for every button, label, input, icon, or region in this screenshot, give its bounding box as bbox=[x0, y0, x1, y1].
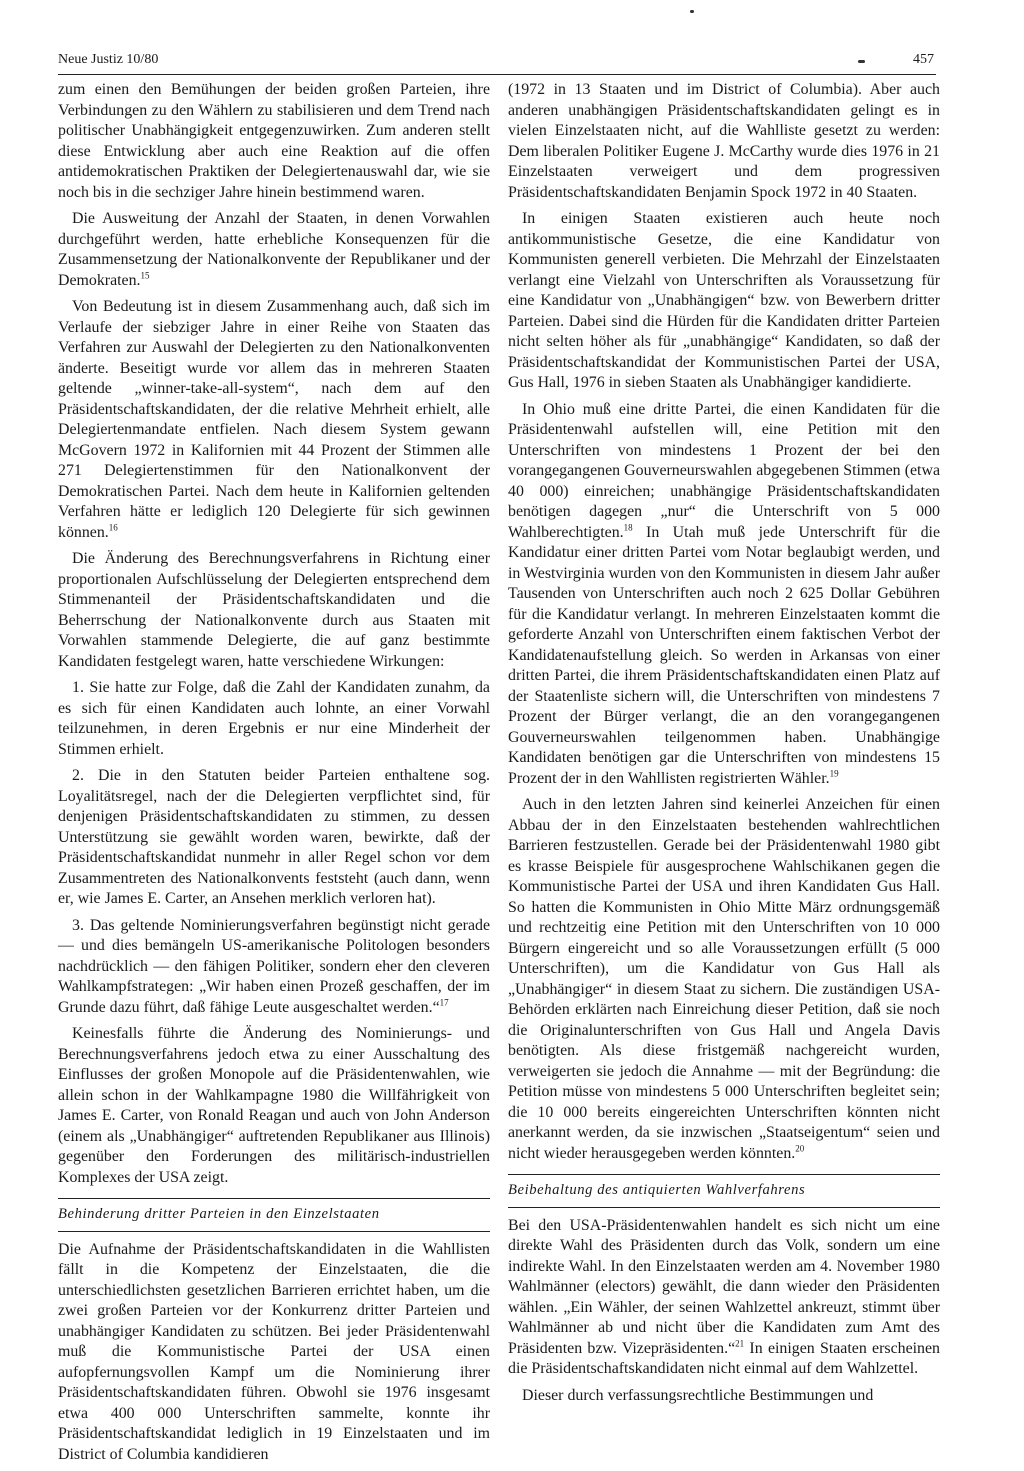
paragraph: In einigen Staaten existieren auch heute noch antikommunistische Gesetze, die eine Kandidatur von Kommunisten generell verbieten. Die Mehrzahl der Einzelstaaten verlangt eine Vielzahl von Unterschriften als Voraussetzung für eine Kandidatur von „Unabhängigen“ bzw. von Bewerbern dritter Parteien. Dabei sind die Hürden für die Kandidaten dritter Parteien nicht selten höher als für „unabhängige“ Kandidaten, so daß der Präsidentschaftskandidat der Kommunistischen Partei der USA, Gus Hall, 1976 in sieben Staaten als Unabhängiger kandidierte. bbox=[508, 210, 940, 391]
journal-reference: Neue Justiz 10/80 bbox=[58, 52, 159, 67]
footnote-ref: 18 bbox=[623, 522, 633, 533]
footnote-ref: 19 bbox=[829, 768, 839, 779]
paragraph: Keinesfalls führte die Änderung des Nominierungs- und Berechnungsverfahrens jedoch etwa zu einer Ausschaltung des Einflusses der großen Monopole auf die Präsidentenwahlen, wie allein schon in der Wahlkampagne 1980 die Willfährigkeit von James E. Carter, von Ronald Reagan und auch von John Anderson (einem als „Unabhängiger“ auftretenden Republikaner aus Illinois) gegenüber den Forderungen des militärisch-industriellen Komplexes der USA zeigt. bbox=[58, 1025, 490, 1186]
footnote-ref: 20 bbox=[795, 1143, 805, 1154]
paragraph: zum einen den Bemühungen der beiden großen Parteien, ihre Verbindungen zu den Wählern zu stabilisieren und dem Trend nach politischer Unabhängigkeit entgegenzuwirken. Zum anderen stellt diese Entwicklung aber auch eine Reaktion auf die offen antidemokratischen Praktiken der Delegiertenauswahl dar, wie sie noch bis in die sechziger Jahre hinein bestimmend waren. bbox=[58, 81, 490, 201]
paragraph: Von Bedeutung ist in diesem Zusammenhang auch, daß sich im Verlaufe der siebziger Jahre in einer Reihe von Staaten das Verfahren zur Auswahl der Delegierten zu den Nationalkonventen änderte. Beseitigt wurde vor allem das in mehreren Staaten geltende „winner-take-all-system“, nach dem auf den Präsidentschaftskandidaten, der die relative Mehrheit erhielt, alle Delegiertenmandate entfielen. Nach diesem System gewann McGovern 1972 in Kalifornien mit 44 Prozent der Stimmen alle 271 Delegiertenstimmen für den Nationalkonvent der Demokratischen Partei. Nach dem heute in Kalifornien geltenden Verfahren hätte er lediglich 120 Delegierte für sich gewinnen können.$^{16}$ bbox=[58, 298, 490, 541]
paragraph: Die Aufnahme der Präsidentschaftskandidaten in die Wahllisten fällt in die Kompetenz der Einzelstaaten, die die unterschiedlichsten gesetzlichen Barrieren errichtet haben, um die zwei großen Parteien vor der Konkurrenz dritter Parteien und unabhängiger Kandidaten zu schützen. Bei jeder Präsidentenwahl muß die Kommunistische Partei der USA einen aufopfernungsvollen Kampf um die Nominierung ihrer Präsidentschaftskandidaten führen. Obwohl sie 1976 insgesamt etwa 400 000 Unterschriften sammelte, konnte ihr Präsidentschaftskandidat lediglich in 19 Einzelstaaten und im District of Columbia kandidieren bbox=[58, 1240, 490, 1463]
list-item: 2. Die in den Statuten beider Parteien enthaltene sog. Loyalitätsregel, nach der die Delegierten verpflichtet sind, für denjenigen Präsidentschaftskandidaten zu stimmen, zu dessen Unterstützung sie gewählt worden waren, bewirkte, daß der Präsidentschaftskandidat nunmehr in aller Regel schon vor dem Zusammentreten des Nationalkonvents feststeht (auch dann, wenn er, wie James E. Carter, an Ansehen merklich verloren hat). bbox=[58, 767, 490, 907]
list-item: 1. Sie hatte zur Folge, daß die Zahl der Kandidaten zunahm, da es sich für einen Kandidaten auch lohnte, an einer Vorwahl teilzunehmen, in deren Ergebnis er nur eine Minderheit der Stimmen erhielt. bbox=[58, 679, 490, 758]
page-header bbox=[58, 52, 934, 74]
page-number: 457 bbox=[913, 52, 934, 67]
footnote-ref: 15 bbox=[140, 270, 150, 281]
footnote-ref: 17 bbox=[439, 997, 449, 1008]
header-rule bbox=[58, 74, 936, 75]
footnote-ref: 16 bbox=[108, 522, 118, 533]
paragraph: Bei den USA-Präsidentenwahlen handelt es sich nicht um eine direkte Wahl des Präsidenten durch das Volk, sondern um eine indirekte Wahl. In den Einzelstaaten werden am 4. November 1980 Wahlmänner (electors) gewählt, die dann wieder den Präsidenten wählen. „Ein Wähler, der seinen Wahlzettel ankreuzt, stimmt über Wahlmänner ab und nicht über die Kandidaten zum Amt des Präsidenten bzw. Vizepräsidenten.“$^{21}$ In einigen Staaten erscheinen die Präsidentschaftskandidaten nicht einmal auf dem Wahlzettel. bbox=[508, 1216, 940, 1377]
paragraph: Die Ausweitung der Anzahl der Staaten, in denen Vorwahlen durchgeführt werden, hatte erhebliche Konsequenzen für die Zusammensetzung der Nationalkonvente der Republikaner und der Demokraten.$^{15}$ bbox=[58, 210, 490, 289]
paragraph: Auch in den letzten Jahren sind keinerlei Anzeichen für einen Abbau der in den Einzelstaaten bestehenden wahlrechtlichen Barrieren festzustellen. Gerade bei der Präsidentenwahl 1980 gibt es krasse Beispiele für ausgesprochene Wahlschikanen gegen die Kommunistische Partei der USA und ihren Kandidaten Gus Hall. So hatten die Kommunisten in Ohio Mitte März ordnungsgemäß und rechtzeitig eine Petition mit den Unterschriften von 10 000 Bürgern eingereicht und so alle Voraussetzungen erfüllt (5 000 Unterschriften), um die Kandidatur von Gus Hall als „Unabhängiger“ in diesem Staat zu sichern. Die zuständigen USA-Behörden erklärten nach Einreichung dieser Petition, daß sie noch die Originalunterschriften von Gus Hall und Angela Davis benötigten. Als diese fristgemäß nachgereicht wurden, verweigerten sie jedoch die Annahme — mit der Begründung: die Petition müsse von mindestens 5 000 Unterschriften begleitet sein; die 10 000 bereits eingereichten Unterschriften könnten nicht anerkannt werden, da sie inzwischen „Staatseigentum“ seien und nicht wieder herausgegeben werden könnten.$^{20}$ bbox=[508, 796, 940, 1162]
paragraph: (1972 in 13 Staaten und im District of Columbia). Aber auch anderen unabhängigen Präsidentschaftskandidaten gelingt es in vielen Einzelstaaten nicht, auf die Wahlliste gesetzt zu werden: Dem liberalen Politiker Eugene J. McCarthy wurde dies 1976 in 21 Einzelstaaten verweigert und dem progressiven Präsidentschaftskandidaten Benjamin Spock 1972 in 40 Staaten. bbox=[508, 81, 940, 201]
paragraph: In Ohio muß eine dritte Partei, die einen Kandidaten für die Präsidentenwahl aufstellen will, eine Petition mit den Unterschriften von mindestens 1 Prozent der bei den vorangegangenen Gouverneurswahlen abgegebenen Stimmen (etwa 40 000) einreichen; unabhängige Präsidentschaftskandidaten benötigen dagegen „nur“ die Unterschrift von 5 000 Wahlberechtigten.$^{18}$ In Utah muß jede Unterschrift für die Kandidatur einer dritten Partei vom Notar beglaubigt werden, und in Westvirginia wurden von den Kommunisten in diesem Jahr außer Tausenden von Unterschriften auch noch 2 625 Dollar Gebühren für die Kandidatur verlangt. In mehreren Einzelstaaten kommt die geforderte Anzahl von Unterschriften einem faktischen Verbot der Kandidatenaufstellung gleich. So werden in Arkansas von einer dritten Partei, die ihrem Präsidentschaftskandidaten einen Platz auf der Staatenliste sichern will, die Unterschriften von mindestens 7 Prozent der Bürger verlangt, die an den vorangegangenen Gouverneurswahlen teilgenommen haben. Unabhängige Kandidaten benötigen gar die Unterschriften von mindestens 15 Prozent der in den Wahllisten registrierten Wähler.$^{19}$ bbox=[508, 400, 940, 787]
section-heading: Behinderung dritter Parteien in den Einzelstaaten bbox=[58, 1198, 490, 1232]
left-column bbox=[58, 80, 490, 1471]
paragraph: Dieser durch verfassungsrechtliche Bestimmungen und bbox=[522, 1386, 874, 1404]
footnote-ref: 21 bbox=[735, 1338, 745, 1349]
section-heading: Beibehaltung des antiquierten Wahlverfahrens bbox=[508, 1174, 940, 1208]
list-item: 3. Das geltende Nominierungsverfahren begünstigt nicht gerade — und dies bemängeln US-amerikanische Politologen besonders nachdrücklich — den fähigen Politiker, sondern eher den cleveren Wahlkampfstrategen: „Wir haben einen Prozeß geschaffen, der im Grunde dazu führt, daß fähige Leute ausgeschaltet werden.“$^{17}$ bbox=[58, 916, 490, 1016]
scan-speck bbox=[690, 10, 694, 13]
right-column bbox=[508, 80, 940, 1412]
scan-speck bbox=[858, 60, 865, 63]
paragraph: Die Änderung des Berechnungsverfahrens in Richtung einer proportionalen Aufschlüsselung der Delegierten entsprechend dem Stimmenanteil der Präsidentschaftskandidaten und die Beherrschung der Nationalkonvente durch aus Staaten mit Vorwahlen stammende Delegierte, die auf ganz bestimmte Kandidaten festgelegt waren, hatte verschiedene Wirkungen: bbox=[58, 550, 490, 670]
